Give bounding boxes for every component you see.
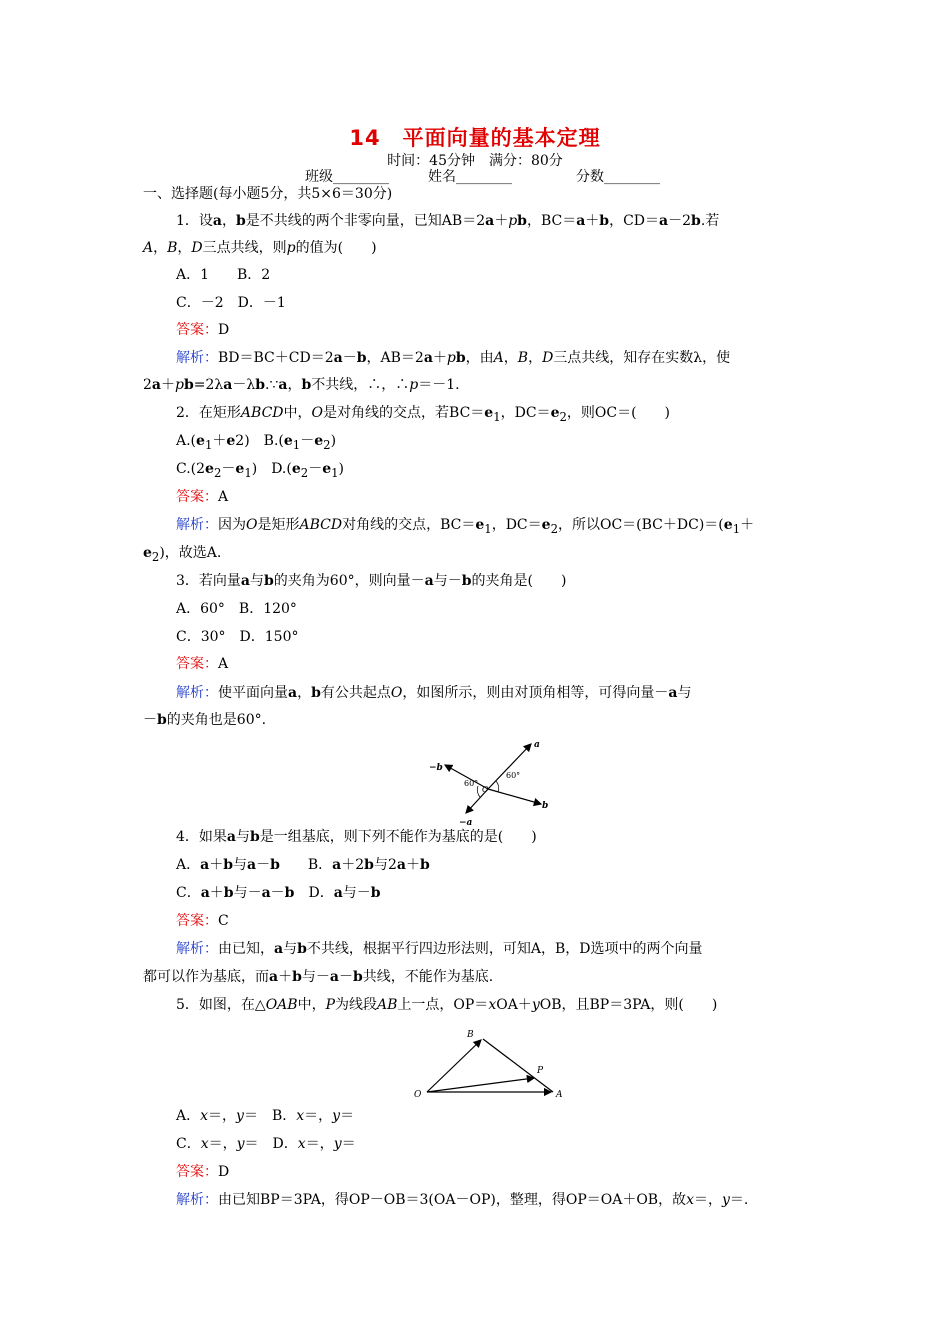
label-b: b <box>542 801 549 811</box>
label-angle-60-left: 60° <box>464 779 479 788</box>
time-score-info: 时间：45分钟 满分：80分 <box>387 153 563 169</box>
q5-options-ab: A．x＝，y＝ B．x＝，y＝ <box>176 1108 355 1124</box>
q4-analysis-cont: 都可以作为基底，而a＋b与－a－b共线，不能作为基底. <box>143 969 494 985</box>
q1-analysis-cont: 2a＋pb=2λa－λb.∵a，b不共线，∴，∴p＝－1. <box>143 377 460 393</box>
label-neg-b: −b <box>429 763 443 773</box>
q5-options-cd: C．x＝，y＝ D．x＝，y＝ <box>176 1136 356 1152</box>
q3-analysis-cont: －b的夹角也是60°. <box>143 712 267 728</box>
label-b: B <box>467 1030 474 1040</box>
vector-ob-arrow <box>427 1040 481 1092</box>
answer-label: 答案： <box>176 913 218 929</box>
vector-angle-figure <box>425 735 565 827</box>
q2-analysis-cont: $e_2$)，故选A. <box>143 545 222 564</box>
q1-stem-cont: A，B，D三点共线，则p的值为( ) <box>143 240 377 256</box>
q4-options-cd: C．a＋b与－a－b D．a与－b <box>176 885 381 901</box>
section-heading: 一、选择题(每小题5分，共5×6＝30分) <box>143 186 393 202</box>
q2-analysis: 解析：因为O是矩形ABCD对角线的交点，$BC=e_1$，$DC=e_2$，所以$OC=(BC+DC)=(e_1+$ <box>176 517 755 536</box>
class-field: 班级________ <box>305 169 389 185</box>
q4-stem: 4．如果a与b是一组基底，则下列不能作为基底的是( ) <box>176 829 537 845</box>
q1-stem: 1．设a，b是不共线的两个非零向量，已知AB＝2a＋pb，BC＝a＋b，CD＝a－2b.若 <box>176 213 720 229</box>
q1-analysis: 解析：BD＝BC＋CD＝2a－b，AB＝2a＋pb，由A，B，D三点共线，知存在实数λ，使 <box>176 350 731 366</box>
answer-label: 答案： <box>176 322 218 338</box>
analysis-label: 解析： <box>176 1192 218 1208</box>
answer-label: 答案： <box>176 1164 218 1180</box>
answer-label: 答案： <box>176 489 218 505</box>
vector-b-arrow <box>488 789 541 804</box>
q4-options-ab: A．a＋b与a－b B．a＋2b与2a＋b <box>176 857 430 873</box>
name-field: 姓名________ <box>428 169 512 185</box>
analysis-label: 解析： <box>176 350 218 366</box>
vector-a-arrow <box>488 744 531 789</box>
answer-label: 答案： <box>176 656 218 672</box>
label-a: A <box>556 1090 563 1100</box>
q3-stem: 3．若向量a与b的夹角为60°，则向量－a与－b的夹角是( ) <box>176 573 567 589</box>
q1-options-ab: A．1 B．2 <box>176 267 271 283</box>
q4-answer: 答案：C <box>176 913 229 929</box>
analysis-label: 解析： <box>176 685 218 701</box>
q5-answer: 答案：D <box>176 1164 230 1180</box>
angle-arc-right <box>496 781 499 792</box>
q3-answer: 答案：A <box>176 656 229 672</box>
q3-options-ab: A．60° B．120° <box>176 601 297 617</box>
q5-analysis: 解析：由已知BP＝3PA，得OP－OB＝3(OA－OP)，整理，得OP＝OA＋OB，故x＝，y＝. <box>176 1192 749 1208</box>
label-a: a <box>534 740 540 750</box>
score-field: 分数________ <box>576 169 660 185</box>
label-neg-a: −a <box>459 818 473 827</box>
q3-options-cd: C．30° D．150° <box>176 629 299 645</box>
label-o: O <box>482 785 489 794</box>
vector-op-arrow <box>427 1078 534 1092</box>
triangle-oab-figure <box>412 1025 572 1101</box>
q2-answer: 答案：A <box>176 489 229 505</box>
q3-analysis: 解析：使平面向量a，b有公共起点O，如图所示，则由对顶角相等，可得向量－a与 <box>176 685 692 701</box>
q1-options-cd: C．－2 D．－1 <box>176 295 286 311</box>
analysis-label: 解析： <box>176 517 218 533</box>
page-title: 14 平面向量的基本定理 <box>349 126 601 150</box>
q2-options-cd: $C.(2e_2-e_1)$ $D.(e_2-e_1)$ <box>176 461 344 480</box>
label-p: P <box>537 1066 544 1076</box>
q5-stem: 5．如图，在△OAB中，P为线段AB上一点，OP＝xOA＋yOB，且BP＝3PA，则( ) <box>176 997 718 1013</box>
analysis-label: 解析： <box>176 941 218 957</box>
q2-stem: 2．在矩形ABCD中，O是对角线的交点，若$BC=e_1$，$DC=e_2$，则OC＝( ) <box>176 405 671 424</box>
q1-answer: 答案：D <box>176 322 230 338</box>
label-o: O <box>414 1090 422 1100</box>
q2-options-ab: $A.(e_1+e2)$ $B.(e_1-e_2)$ <box>176 433 337 452</box>
q4-analysis: 解析：由已知，a与b不共线，根据平行四边形法则，可知A，B，D选项中的两个向量 <box>176 941 703 957</box>
label-angle-60-right: 60° <box>506 771 521 780</box>
